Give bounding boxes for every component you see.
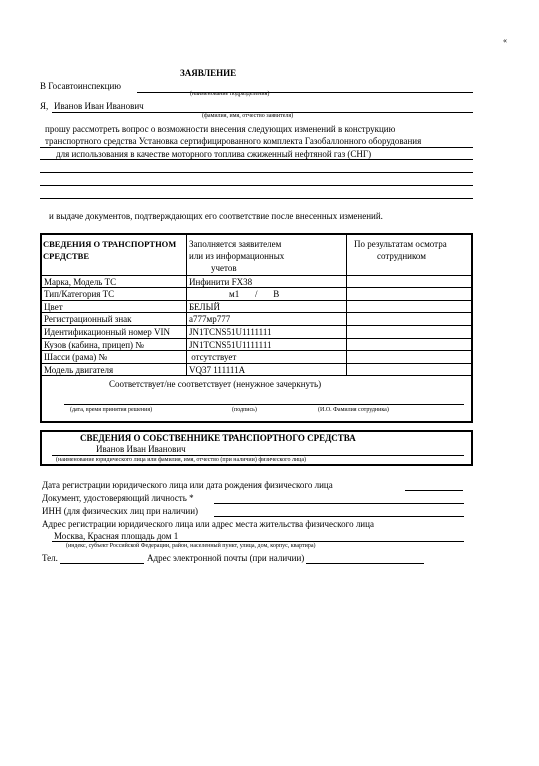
address-caption: (индекс, субъект Российской Федерации, район, населенный пункт, улица, дом, корпус, квартира) [66,543,316,549]
vehicle-row-label: Шасси (рама) № [44,352,108,362]
vehicle-row-value: VQ37 111111A [189,365,246,375]
to-line [137,92,473,93]
email-label: Адрес электронной почты (при наличии) [147,553,305,563]
request-line-3: для использования в качестве моторного топлива сжиженный нефтяной газ (СНГ) [56,149,372,159]
vehicle-row-label: Тип/Категория ТС [44,289,115,299]
conformity-text: Соответствует/не соответствует (ненужное зачеркнуть) [109,379,322,389]
corner-mark: « [503,36,507,45]
blank-line-1 [40,172,473,173]
to-caption: (наименование подразделения) [190,91,270,97]
owner-name-line [52,455,464,456]
owner-name-caption: (наименование юридического лица или фамилия, имя, отчество (при наличии) физического лица) [56,457,307,463]
docs-line: и выдаче документов, подтверждающих его соответствие после внесенных изменений. [49,211,383,221]
vehicle-row-line [41,350,472,351]
document-title: ЗАЯВЛЕНИЕ [180,68,237,78]
officer-caption: (И.О. Фамилия сотрудника) [318,407,389,413]
vehicle-row-line [41,287,472,288]
request-line-2: транспортного средства Установка сертифицированного комплекта Газобаллонного оборудования [45,136,422,146]
signature-caption: (подпись) [232,407,257,413]
vehicle-row-line [41,363,472,364]
vehicle-row-value: Инфинити FX38 [189,277,253,287]
applicant-name: Иванов Иван Иванович [54,101,144,111]
vehicle-row-line [41,275,472,276]
request-underline-2 [40,147,473,148]
vehicle-col-divider-2 [346,234,347,376]
vehicle-row-label: Марка, Модель ТС [44,277,117,287]
vehicle-row-label: Идентификационный номер VIN [44,327,170,337]
vehicle-row-value: отсутствует [189,352,237,362]
vehicle-row-value: а777мр777 [189,314,231,324]
address-label: Адрес регистрации юридического лица или адрес места жительства физического лица [42,519,374,529]
vehicle-row-line [41,375,472,376]
owner-title: СВЕДЕНИЯ О СОБСТВЕННИКЕ ТРАНСПОРТНОГО СРЕДСТВА [80,433,356,443]
signature-line [64,404,464,405]
request-line-1: прошу рассмотреть вопрос о возможности внесения следующих изменений в конструкцию [45,124,396,134]
address-line [52,541,464,542]
reg-date-field[interactable] [405,490,463,491]
to-prefix: В Госавтоинспекцию [40,81,121,91]
phone-label: Тел. [42,553,58,563]
vehicle-header-col2-line2: или из информационных [189,251,285,261]
blank-line-3 [40,198,473,199]
email-field[interactable] [306,563,424,564]
vehicle-col-divider-1 [186,234,187,376]
document-field[interactable] [214,503,464,504]
vehicle-header-col2-line3: учетов [211,263,237,273]
address-value: Москва, Красная площадь дом 1 [54,531,179,541]
vehicle-row-label: Регистрационный знак [44,314,132,324]
vehicle-row-label: Кузов (кабина, прицеп) № [44,340,144,350]
vehicle-row-value: JN1TCNS51U1111111 [189,340,272,350]
vehicle-row-line [41,325,472,326]
inn-label: ИНН (для физических лиц при наличии) [42,506,199,516]
vehicle-header-col2-line1: Заполняется заявителем [189,239,282,249]
vehicle-header-col3-line2: сотрудником [377,251,426,261]
vehicle-header: СВЕДЕНИЯ О ТРАНСПОРТНОМ СРЕДСТВЕ [43,239,177,261]
inn-field[interactable] [214,516,464,517]
blank-line-2 [40,185,473,186]
vehicle-row-label: Модель двигателя [44,365,114,375]
vehicle-row-value: м1 / В [229,289,280,299]
date-caption: (дата, время принятия решения) [70,407,153,413]
vehicle-row-value: БЕЛЫЙ [189,302,220,312]
vehicle-row-value: JN1TCNS51U1111111 [189,327,272,337]
owner-name: Иванов Иван Иванович [96,444,186,454]
reg-date-label: Дата регистрации юридического лица или дата рождения физического лица [42,480,333,490]
vehicle-row-label: Цвет [44,302,63,312]
document-label: Документ, удостоверяющий личность * [42,493,194,503]
vehicle-row-line [41,300,472,301]
phone-field[interactable] [60,563,144,564]
vehicle-header-col3-line1: По результатам осмотра [354,239,447,249]
request-underline-3 [40,159,473,160]
applicant-caption: (фамилия, имя, отчество заявителя) [202,113,294,119]
applicant-prefix: Я, [40,101,49,111]
vehicle-row-line [41,312,472,313]
vehicle-row-line [41,338,472,339]
